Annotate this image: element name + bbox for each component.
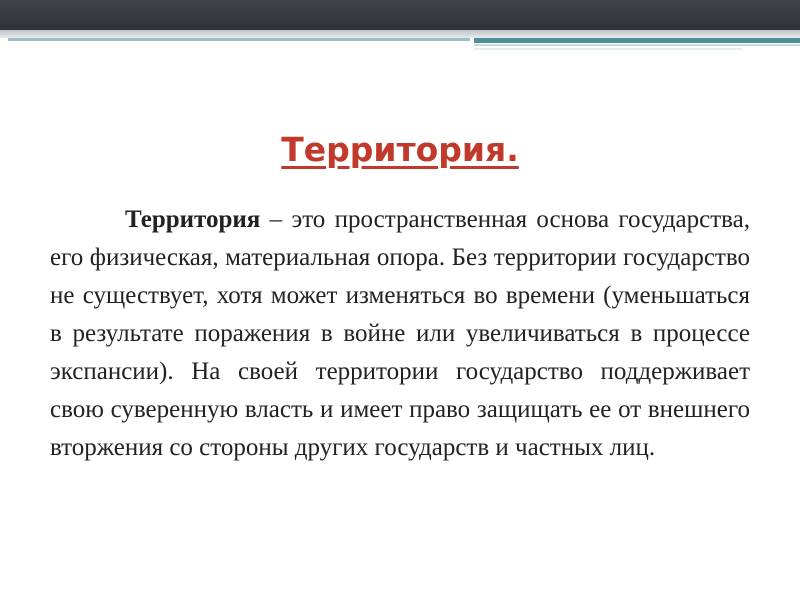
accent-line-right-faint	[474, 48, 742, 50]
definition-term: Территория	[125, 206, 261, 233]
definition-paragraph	[50, 201, 750, 467]
header-shadow	[0, 30, 800, 38]
accent-line-right	[474, 38, 800, 43]
slide-title-text: Территория.	[281, 130, 519, 169]
slide-title	[0, 130, 800, 170]
definition-text: – это пространственная основа государства, его физическая, материальная опора. Без территории государство не существует, хотя может изменяться во времени (уменьшаться в результате поражения в войне или увеличиваться в процессе экспансии). На своей территории государство поддерживает свою суверенную власть и имеет право защищать ее от внешнего вторжения со стороны других государств и частных лиц.	[50, 206, 750, 461]
accent-line-left	[8, 38, 470, 41]
header-bar	[0, 0, 800, 30]
accent-line-right-thin	[474, 44, 800, 46]
